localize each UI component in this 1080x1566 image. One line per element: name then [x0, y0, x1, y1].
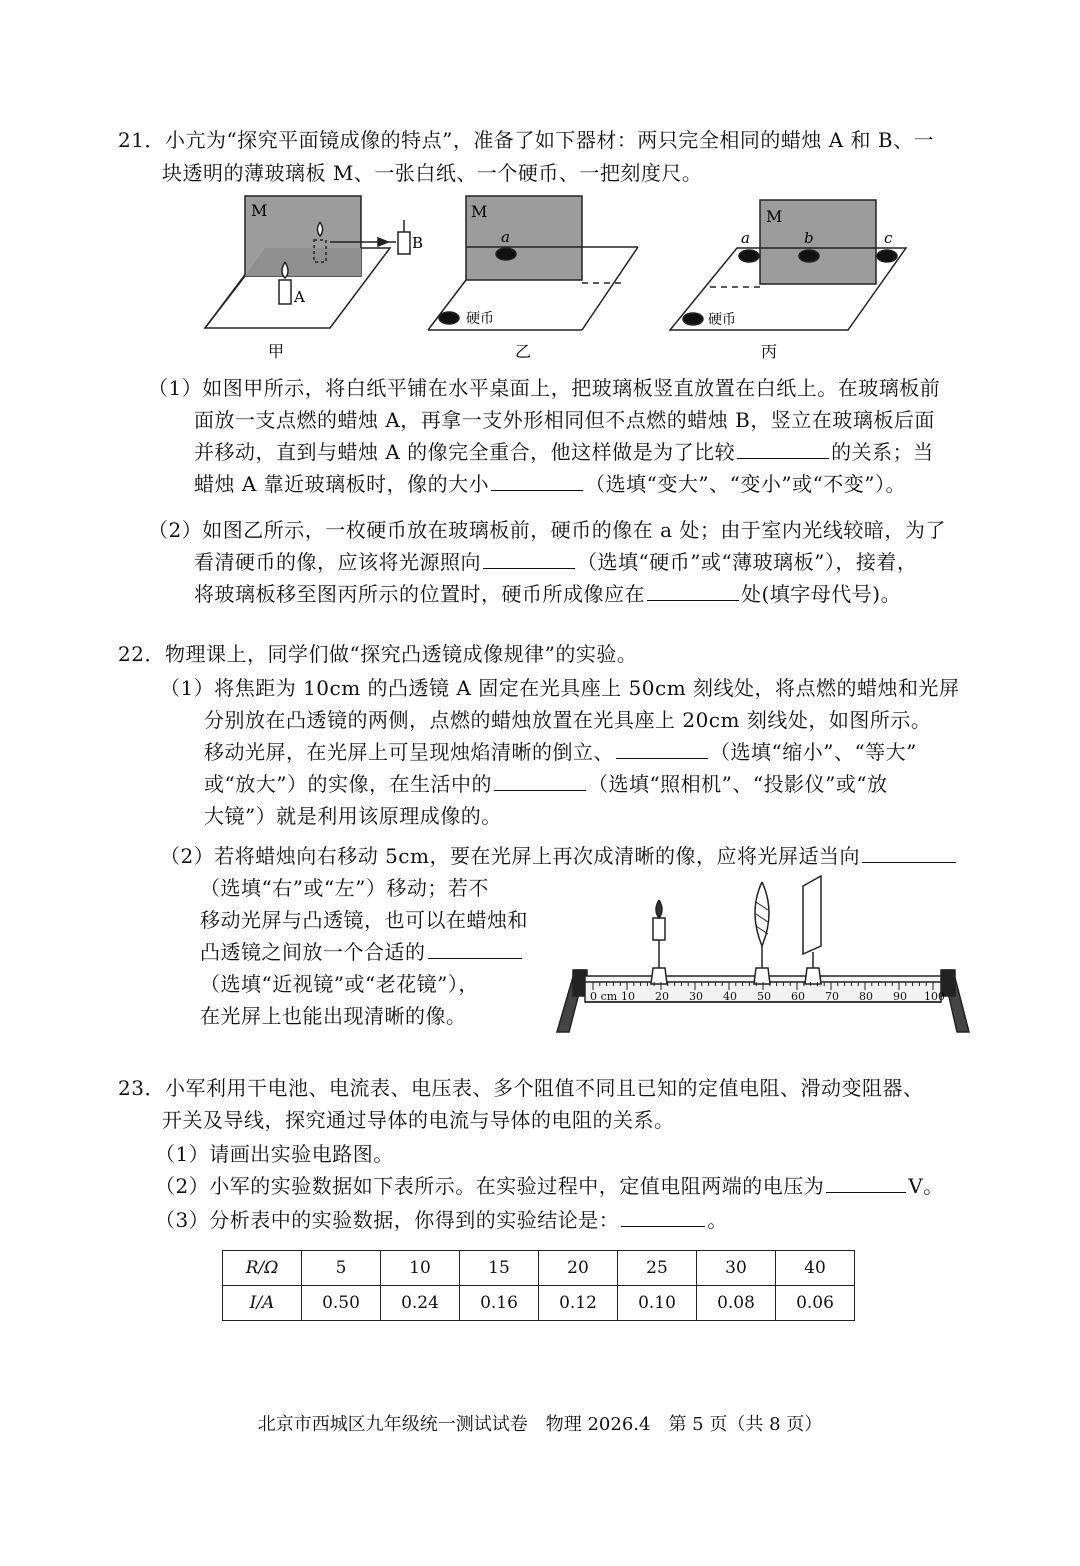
q21-blank-position[interactable] [647, 580, 739, 601]
q22-blank-lens[interactable] [428, 938, 522, 959]
q21-p2-line2b: （选填“硬币”或“薄玻璃板”），接着， [577, 550, 918, 574]
bench-tick-label: cm [600, 990, 618, 1003]
q22-p2-line3: 移动光屏与凸透镜，也可以在蜡烛和 [200, 908, 528, 932]
q22-p2-line2: （选填“右”或“左”）移动；若不 [200, 876, 489, 900]
label-c-bing: c [884, 229, 893, 247]
table-head-r: R/Ω [223, 1251, 302, 1286]
q23-stem-line2: 开关及导线，探究通过导体的电流与导体的电阻的关系。 [162, 1108, 675, 1132]
q21-p1-line3a: 并移动，直到与蜡烛 A 的像完全重合，他这样做是为了比较 [194, 440, 736, 464]
label-coin-bing: 硬币 [708, 312, 736, 328]
q21-p2-line2 [194, 546, 917, 578]
label-coin-yi: 硬币 [466, 311, 494, 327]
table-cell: 0.24 [381, 1286, 460, 1321]
q21-p2-line3a: 将玻璃板移至图丙所示的位置时，硬币所成像应在 [194, 582, 645, 606]
table-row-resistance [223, 1251, 855, 1286]
q22-p1-line3a: 移动光屏，在光屏上可呈现烛焰清晰的倒立、 [204, 740, 614, 764]
bench-tick-label: 40 [723, 990, 737, 1003]
q22-p2-line4 [200, 936, 524, 968]
label-B: B [412, 234, 424, 252]
optical-bench-figure [555, 872, 975, 1032]
q22-stem: 22．物理课上，同学们做“探究凸透镜成像规律”的实验。 [118, 642, 638, 666]
label-b-bing: b [804, 229, 814, 247]
q22-p2-line6: 在光屏上也能出现清晰的像。 [200, 1004, 467, 1028]
q22-blank-direction[interactable] [862, 842, 956, 863]
image-a-yi [496, 248, 516, 260]
q22-p1-line2: 分别放在凸透镜的两侧，点燃的蜡烛放置在光具座上 20cm 刻线处，如图所示。 [204, 708, 932, 732]
label-M-yi: M [471, 202, 488, 221]
bench-tick-label: 50 [757, 990, 771, 1003]
q23-blank-conclusion[interactable] [621, 1206, 705, 1227]
q21-p2-line2a: 看清硬币的像，应该将光源照向 [194, 550, 481, 574]
candle-b [398, 232, 410, 254]
q22-p1-line4b: （选填“照相机”、“投影仪”或“放 [587, 772, 888, 796]
position-a [739, 250, 759, 262]
figure-jia [205, 196, 410, 328]
q22-blank-device[interactable] [494, 770, 586, 791]
bench-tick-label: 20 [655, 990, 669, 1003]
q22-blank-image-type[interactable] [616, 738, 708, 759]
table-cell: 20 [539, 1251, 618, 1286]
figure-bing [670, 200, 906, 330]
bench-lens [755, 882, 769, 946]
q23-p3 [155, 1204, 728, 1236]
q21-stem-line1: 21．小亢为“探究平面镜成像的特点”，准备了如下器材：两只完全相同的蜡烛 A 和 B、一 [118, 128, 935, 152]
q21-p2-line3b: 处(填字母代号)。 [741, 582, 902, 606]
q23-p2a: （2）小军的实验数据如下表所示。在实验过程中，定值电阻两端的电压为 [155, 1174, 825, 1198]
bench-tick-label: 70 [825, 990, 839, 1003]
q21-p1-line4b: （选填“变大”、“变小”或“不变”）。 [585, 472, 907, 496]
label-A: A [294, 288, 305, 306]
position-b [799, 250, 819, 262]
bench-tick-label: 100 [924, 990, 945, 1003]
table-cell: 10 [381, 1251, 460, 1286]
q21-p2-line1: （2）如图乙所示，一枚硬币放在玻璃板前，硬币的像在 a 处；由于室内光线较暗，为了 [148, 518, 946, 542]
q21-p1-line3b: 的关系；当 [831, 440, 934, 464]
q22-p1-line1: （1）将焦距为 10cm 的凸透镜 A 固定在光具座上 50cm 刻线处，将点燃的蜡烛和光屏 [160, 676, 960, 700]
q21-p1-line4 [194, 468, 906, 500]
fig-label-jia: 甲 [268, 342, 285, 361]
bench-tick-label: 90 [893, 990, 907, 1003]
bench-tick-label: 10 [621, 990, 635, 1003]
q22-p2-line4a: 凸透镜之间放一个合适的 [200, 940, 426, 964]
fig-label-yi: 乙 [515, 342, 532, 361]
label-a-bing: a [741, 229, 750, 247]
bench-tick-label: 60 [791, 990, 805, 1003]
q21-figures [0, 0, 1080, 380]
q23-data-table [222, 1250, 855, 1321]
q23-p2 [155, 1170, 944, 1202]
q23-p3a: （3）分析表中的实验数据，你得到的实验结论是： [155, 1208, 620, 1232]
q23-stem-line1: 23．小军利用干电池、电流表、电压表、多个阻值不同且已知的定值电阻、滑动变阻器、 [118, 1076, 924, 1100]
fig-label-bing: 丙 [761, 342, 778, 361]
table-cell: 15 [460, 1251, 539, 1286]
table-cell: 25 [618, 1251, 697, 1286]
q21-p1-line4a: 蜡烛 A 靠近玻璃板时，像的大小 [194, 472, 490, 496]
bench-flame [656, 900, 662, 918]
table-cell: 0.10 [618, 1286, 697, 1321]
q21-blank-size[interactable] [491, 470, 583, 491]
q21-blank-compare[interactable] [737, 438, 829, 459]
label-M-jia: M [251, 201, 268, 220]
table-cell: 0.12 [539, 1286, 618, 1321]
table-head-i: I/A [223, 1286, 302, 1321]
q23-p1: （1）请画出实验电路图。 [155, 1142, 394, 1166]
q22-p2-line5: （选填“近视镜”或“老花镜”）， [200, 972, 479, 996]
bench-tick-label: 30 [689, 990, 703, 1003]
bench-screen [803, 876, 821, 954]
table-cell: 0.06 [776, 1286, 855, 1321]
table-cell: 0.50 [302, 1286, 381, 1321]
coin-yi [439, 312, 459, 324]
table-cell: 0.08 [697, 1286, 776, 1321]
table-cell: 0.16 [460, 1286, 539, 1321]
bench-tick-label: 0 [590, 990, 597, 1003]
q21-p2-line3 [194, 578, 901, 610]
q22-p1-line4 [204, 768, 888, 800]
q22-p1-line3 [204, 736, 917, 768]
q23-p2b: V。 [908, 1174, 944, 1198]
q23-blank-voltage[interactable] [826, 1172, 906, 1193]
flame-a [282, 262, 288, 278]
q21-blank-light[interactable] [483, 548, 575, 569]
q22-p2-line1 [160, 840, 958, 872]
q21-p1-line1: （1）如图甲所示，将白纸平铺在水平桌面上，把玻璃板竖直放置在白纸上。在玻璃板前 [148, 376, 941, 400]
page-footer: 北京市西城区九年级统一测试试卷 物理 2026.4 第 5 页（共 8 页） [257, 1414, 823, 1435]
q21-stem-line2: 块透明的薄玻璃板 M、一张白纸、一个硬币、一把刻度尺。 [162, 161, 703, 185]
position-c [877, 250, 897, 262]
q22-p1-line4a: 或“放大”）的实像，在生活中的 [204, 772, 492, 796]
label-M-bing: M [766, 207, 783, 226]
q22-p1-line5: 大镜”）就是利用该原理成像的。 [204, 804, 502, 828]
q23-p3b: 。 [707, 1208, 728, 1232]
q21-p1-line3 [194, 436, 934, 468]
candle-a [279, 280, 291, 304]
table-cell: 5 [302, 1251, 381, 1286]
table-row-current [223, 1286, 855, 1321]
label-a-yi: a [501, 228, 510, 246]
q22-p1-line3b: （选填“缩小”、“等大” [710, 740, 917, 764]
q22-p2-line1a: （2）若将蜡烛向右移动 5cm，要在光屏上再次成清晰的像，应将光屏适当向 [160, 844, 860, 868]
table-cell: 40 [776, 1251, 855, 1286]
bench-tick-label: 80 [859, 990, 873, 1003]
coin-bing [683, 313, 703, 325]
bench-candle [653, 918, 665, 940]
q21-p1-line2: 面放一支点燃的蜡烛 A，再拿一支外形相同但不点燃的蜡烛 B，竖立在玻璃板后面 [194, 408, 935, 432]
table-cell: 30 [697, 1251, 776, 1286]
figure-yi [428, 196, 638, 330]
